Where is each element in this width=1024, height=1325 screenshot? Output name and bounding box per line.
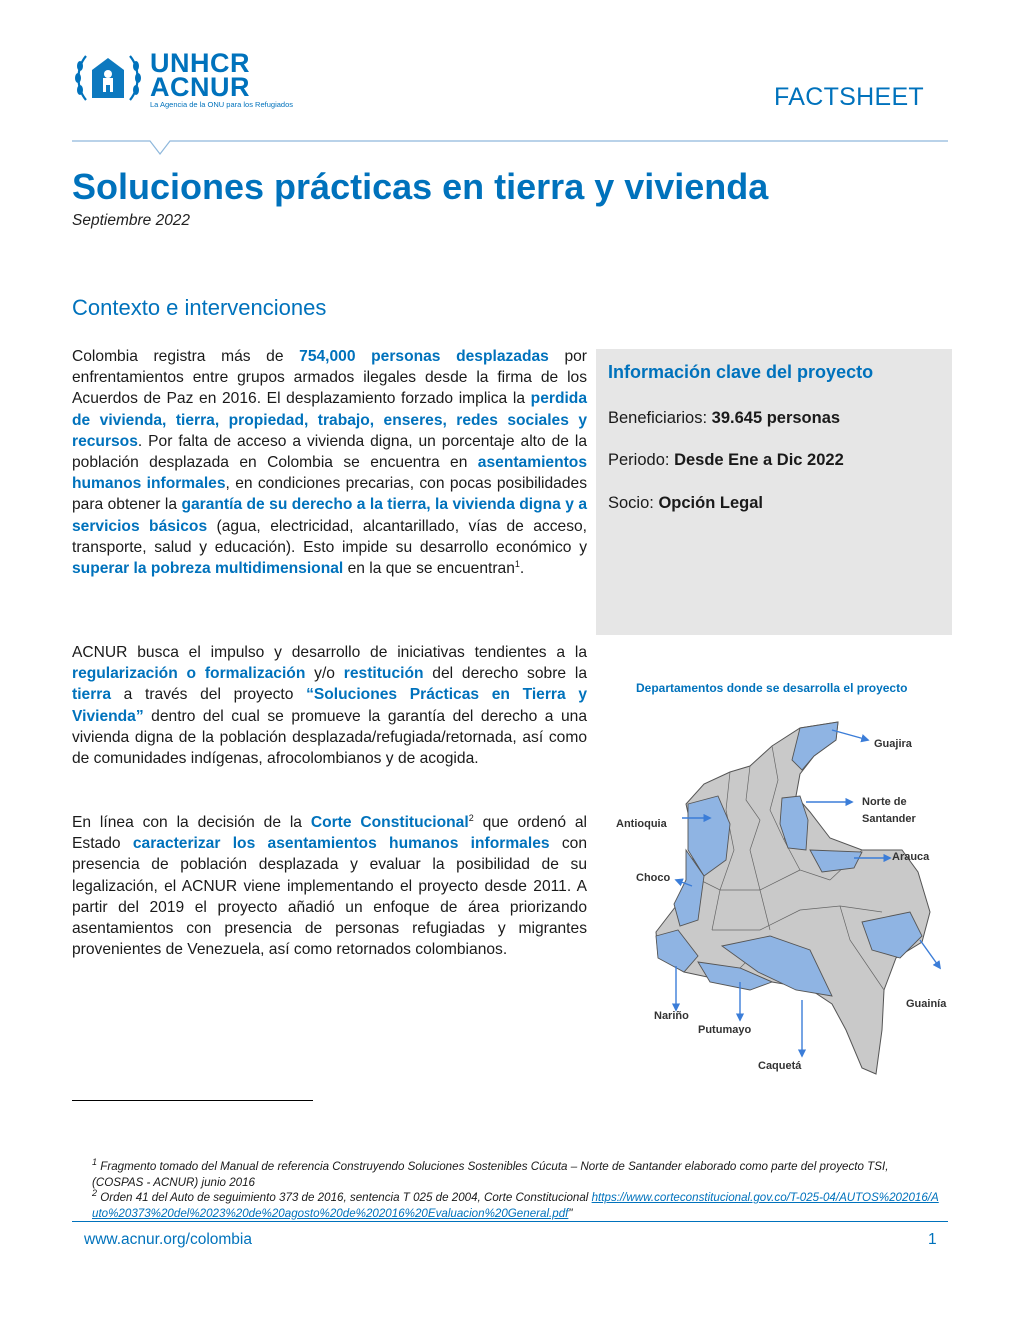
unhcr-emblem-icon <box>72 48 144 110</box>
footnote-1-number: 1 <box>92 1157 98 1168</box>
doc-type-label: FACTSHEET <box>774 83 924 111</box>
paragraph-text: , en condiciones precarias, con pocas posibilidades para obtener la <box>72 475 587 514</box>
highlighted-text: restitución <box>343 665 424 683</box>
footnote-2-link[interactable]: https://www.corteconstitucional.gov.co/T-025-04/AUTOS%202016/Auto%20373%20del%2023%20de%20agosto%20de%202016%20Evaluacion%20General.pdf <box>92 1191 939 1220</box>
paragraph-text: En línea con la decisión de la <box>72 814 311 831</box>
highlighted-text: garantía de su derecho a la tierra, la vivienda digna y a servicios básicos <box>72 496 588 535</box>
map-label-caqueta: Caquetá <box>758 1060 802 1072</box>
paragraph-text: ACNUR busca el impulso y desarrollo de iniciativas tendientes a la <box>72 644 587 661</box>
map-caption: Departamentos donde se desarrolla el proyecto <box>636 681 908 695</box>
map-label-norte-de: Norte de <box>862 796 907 808</box>
socio-row <box>608 494 763 513</box>
highlighted-text: 754,000 personas desplazadas <box>299 348 549 365</box>
footnote-ref: 1 <box>514 558 520 569</box>
unhcr-logo <box>72 48 352 110</box>
publication-date: Septiembre 2022 <box>72 212 191 229</box>
brand-tagline: La Agencia de la ONU para los Refugiados <box>150 100 294 109</box>
paragraph-text: Colombia registra más de <box>72 348 300 365</box>
paragraph-text: . <box>519 560 525 578</box>
page-number: 1 <box>928 1231 937 1248</box>
footnote-2-text: Orden 41 del Auto de seguimiento 373 de 2016, sentencia T 025 de 2004, Corte Constitucional <box>100 1191 592 1204</box>
paragraph-text: a través del proyecto <box>111 686 307 704</box>
highlighted-text: caracterizar los asentamientos humanos informales <box>132 835 550 853</box>
map-label-antioquia: Antioquia <box>616 818 667 830</box>
highlighted-text: Corte Constitucional <box>310 814 469 831</box>
footnote-ref: 2 <box>468 812 474 823</box>
highlighted-text: superar la pobreza multidimensional <box>72 560 344 578</box>
key-info-heading: Información clave del proyecto <box>608 362 874 382</box>
map-label-guainia: Guainía <box>906 998 947 1010</box>
beneficiarios-label: Beneficiarios: <box>608 409 708 427</box>
periodo-label: Periodo: <box>608 451 670 469</box>
colombia-map <box>600 700 960 1090</box>
paragraph-text: con presencia de población desplazada y evaluar la posibilidad de su legalización, el ACNUR viene implementando el proyecto desde 2011. A partir del 2019 el proyecto añadió un enfoque de área priorizando asentamientos con presencia de personas refugiadas y migrantes provenientes de Venezuela, así como retornados colombianos. <box>72 835 587 959</box>
paragraph-text: . Por falta de acceso a vivienda digna, un porcentaje alto de la población desplazada en Colombia se encuentra en <box>72 432 587 472</box>
paragraph-acnur-project <box>72 642 587 769</box>
map-label-narino: Nariño <box>654 1010 689 1022</box>
footer-divider <box>72 1221 948 1222</box>
highlighted-text: asentamientos humanos informales <box>72 454 587 493</box>
periodo-row <box>608 451 844 470</box>
paragraph-text: y/o <box>305 665 344 683</box>
page-title: Soluciones prácticas en tierra y vivienda <box>72 166 769 207</box>
paragraph-text: del derecho sobre la <box>423 665 588 683</box>
footnote-2-tail: " <box>568 1206 573 1220</box>
paragraph-text: por enfrentamientos entre grupos armados ilegales desde la firma de los Acuerdos de Paz en 2016. El desplazamiento forzado implica la <box>72 348 587 408</box>
highlighted-text: perdida de vivienda, tierra, propiedad, trabajo, enseres, redes sociales y recursos <box>72 390 587 450</box>
footnote-1 <box>92 1159 942 1190</box>
beneficiarios-value: 39.645 personas <box>711 409 841 427</box>
paragraph-text: (agua, electricidad, alcantarillado, vías de acceso, transporte, salud y educación). Esto impide su desarrollo económico y <box>72 517 587 556</box>
colombia-map-graphic <box>600 700 960 1090</box>
footnote-2-number: 2 <box>92 1188 98 1199</box>
map-label-arauca: Arauca <box>892 851 930 863</box>
highlighted-text: “Soluciones Prácticas en Tierra y Vivienda” <box>72 686 587 725</box>
map-label-putumayo: Putumayo <box>698 1024 752 1036</box>
socio-label: Socio: <box>608 494 654 512</box>
paragraph-context <box>72 346 587 579</box>
footnote-1-text: Fragmento tomado del Manual de referencia Construyendo Soluciones Sostenibles Cúcuta – Norte de Santander elaborado como parte del proyecto TSI, (COSPAS - ACNUR) junio 2016 <box>92 1160 889 1189</box>
brand-acnur: ACNUR <box>150 72 250 102</box>
header-divider <box>72 140 948 156</box>
footnote-separator <box>72 1100 313 1101</box>
map-label-santander: Santander <box>862 813 916 825</box>
paragraph-text: que ordenó al Estado <box>72 814 587 853</box>
paragraph-text: dentro del cual se promueve la garantía del derecho a una vivienda digna de la población desplazada/refugiada/retornada, así como de comunidades indígenas, afrocolombianos y de acogida. <box>72 707 587 768</box>
paragraph-text: en la que se encuentran <box>343 560 515 578</box>
footer-website-link[interactable]: www.acnur.org/colombia <box>84 1231 252 1248</box>
periodo-value: Desde Ene a Dic 2022 <box>674 451 844 469</box>
brand-unhcr: UNHCR <box>150 48 250 78</box>
beneficiarios-row <box>608 409 840 428</box>
map-label-guajira: Guajira <box>874 738 912 750</box>
socio-value: Opción Legal <box>658 494 763 512</box>
highlighted-text: tierra <box>72 686 112 704</box>
key-info-box <box>596 349 952 635</box>
section-heading: Contexto e intervenciones <box>72 295 327 320</box>
paragraph-court-decision <box>72 812 587 960</box>
highlighted-text: regularización o formalización <box>72 665 306 683</box>
map-label-choco: Choco <box>636 872 671 884</box>
footnote-2 <box>92 1190 942 1221</box>
